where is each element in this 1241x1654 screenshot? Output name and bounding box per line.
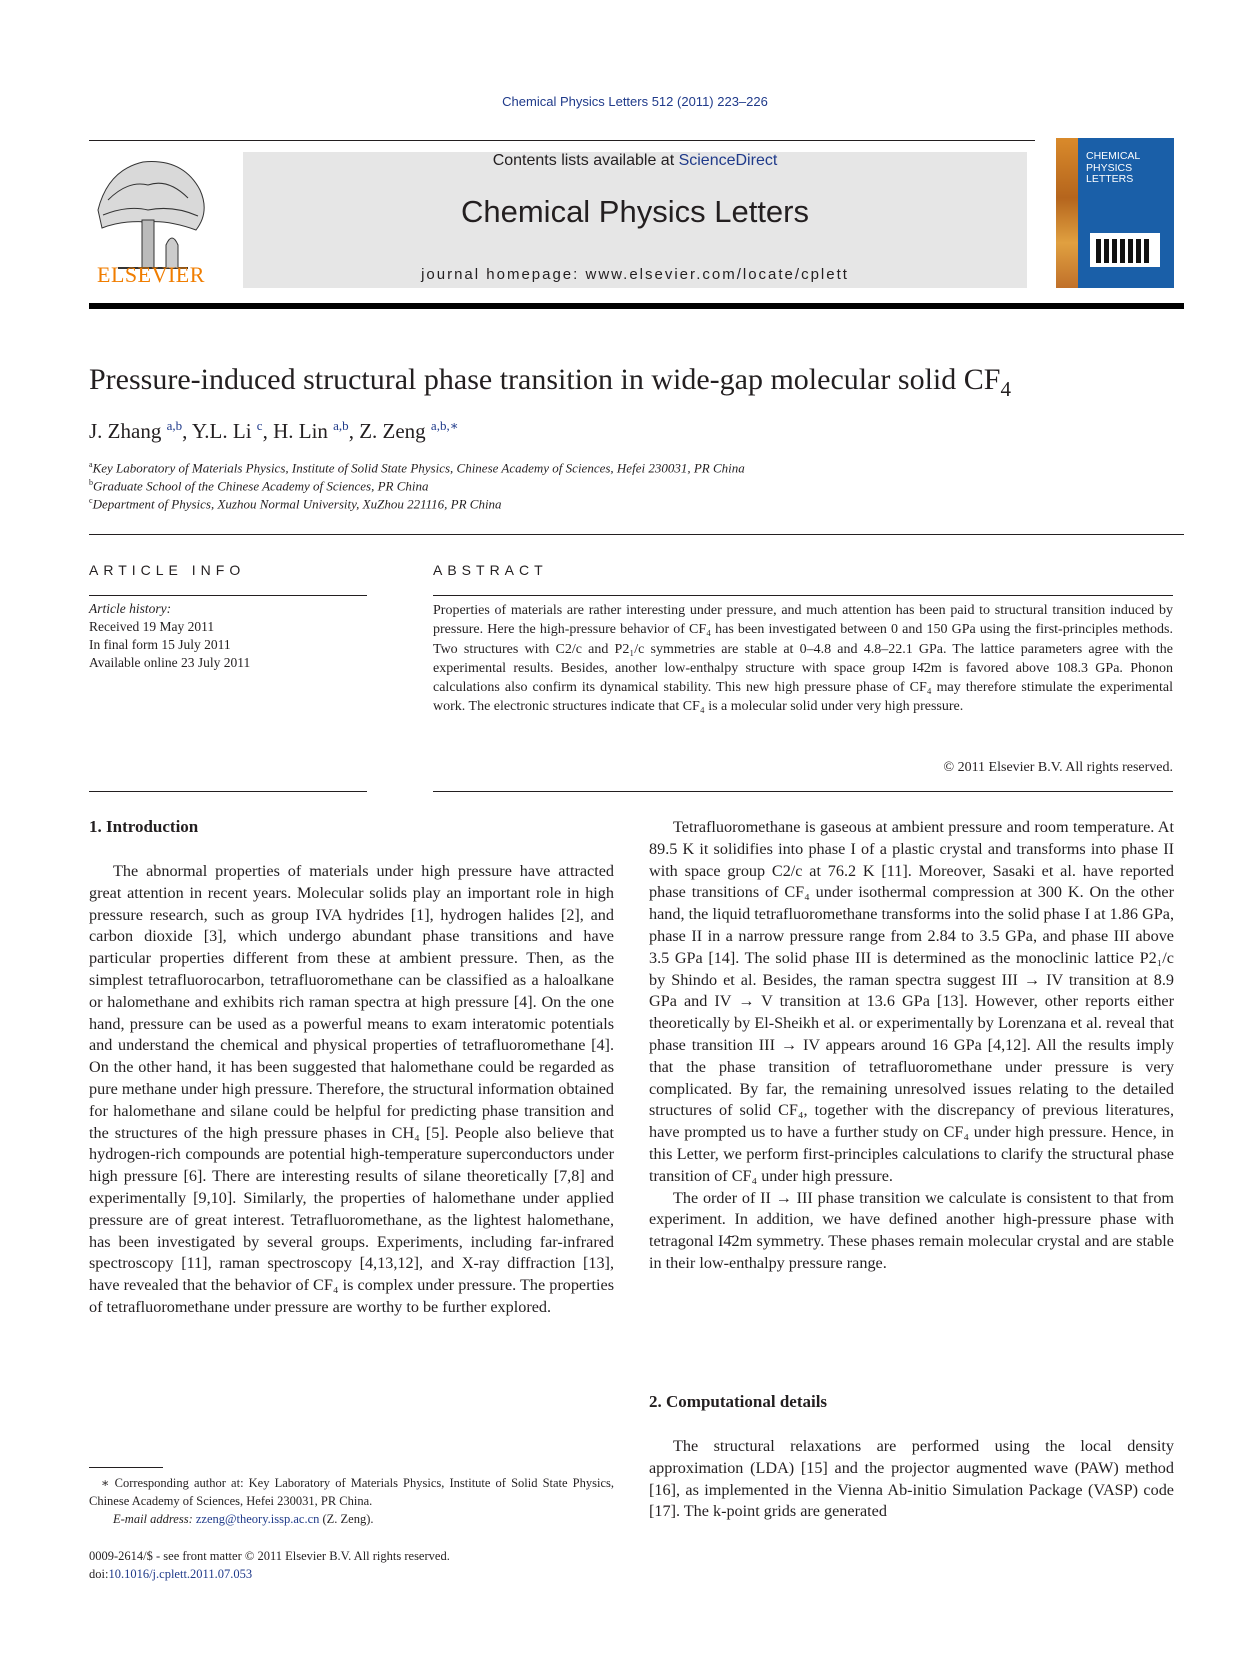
- author-name: H. Lin: [273, 419, 334, 443]
- footnote-text: Corresponding author at: Key Laboratory of Materials Physics, Institute of Solid State Physics, Chinese Academy of Sciences, Hefei 230031, PR China.: [89, 1476, 614, 1508]
- introduction-column: [89, 861, 614, 1319]
- footnote: [89, 1474, 614, 1528]
- doi-link[interactable]: 10.1016/j.cplett.2011.07.053: [108, 1567, 253, 1581]
- author-separator: ,: [182, 419, 192, 443]
- affiliation-a: [89, 460, 745, 476]
- header-top-rule: [89, 140, 1035, 141]
- online-date: Available online 23 July 2011: [89, 655, 251, 670]
- right-column: [649, 817, 1174, 1275]
- corresponding-author-note: [89, 1474, 614, 1510]
- publisher-wordmark: ELSEVIER: [97, 262, 205, 287]
- affiliation-text: Graduate School of the Chinese Academy of Sciences, PR China: [93, 478, 429, 494]
- revised-date: In final form 15 July 2011: [89, 637, 231, 652]
- computational-column: [649, 1436, 1174, 1523]
- body-paragraph: Tetrafluoromethane is gaseous at ambient pressure and room temperature. At 89.5 K it solidifies into phase I of a plastic crystal and transforms into phase II with space group C2/c at 76.2 K [11]. Moreover, Sasaki et al. have reported phase transitions of CF₄ under isothermal compression at 300 K. On the other hand, the liquid tetrafluoromethane transforms into the solid phase I at 1.86 GPa, phase II in a narrow pressure range from 2.84 to 3.5 GPa, and phase III above 3.5 GPa [14]. The solid phase III is determined as the monoclinic lattice P2₁/c by Shindo et al. Besides, the raman spectra suggest III → IV transition at 8.9 GPa and IV → V transition at 13.6 GPa [13]. However, other reports either theoretically by El-Sheikh et al. or experimentally by Lorenzana et al. reveal that phase transition III → IV appears around 16 GPa [4,12]. All the results imply that the phase transition of tetrafluoromethane under pressure is very complicated. By far, the remaining unresolved issues relating to the detailed structures of solid CF₄, together with the discrepancy of previous literatures, have prompted us to have a further study on CF₄ under high pressure. Hence, in this Letter, we perform first-principles calculations to clarify the structural phase transition of CF₄ under high pressure.: [649, 818, 1174, 1185]
- body-paragraph: The order of II → III phase transition we calculate is consistent to that from experiment. In addition, we have defined another high-pressure phase with tetragonal I4̄2m symmetry. These phases remain molecular crystal and are stable in their low-enthalpy pressure range.: [649, 1188, 1174, 1272]
- computational-details-heading: 2. Computational details: [649, 1392, 828, 1411]
- email-label: E-mail address:: [113, 1512, 196, 1526]
- article-info-heading: ARTICLE INFO: [89, 562, 246, 578]
- header-bottom-rule: [89, 303, 1184, 309]
- affiliation-text: Key Laboratory of Materials Physics, Institute of Solid State Physics, Chinese Academy of Sciences, Hefei 230031, PR China: [92, 460, 745, 476]
- body-paragraph: The structural relaxations are performed using the local density approximation (LDA) [15] and the projector augmented wave (PAW) method [16], as implemented in the Vienna Ab-initio Simulation Package (VASP) code [17]. The k-point grids are generated: [649, 1437, 1174, 1521]
- doi-line: [89, 1565, 450, 1583]
- author-affil-mark[interactable]: a,b: [166, 418, 183, 433]
- affiliation-c: [89, 496, 502, 512]
- affiliation-rule: [89, 534, 1184, 535]
- elsevier-logo: [88, 150, 214, 290]
- abstract-rule: [433, 595, 1173, 596]
- affiliation-mark: a: [89, 460, 93, 469]
- affiliation-mark: c: [89, 496, 93, 505]
- author-affil-mark[interactable]: a,b,∗: [430, 418, 459, 433]
- title-subscript: 4: [1000, 377, 1011, 401]
- author-name: J. Zhang: [89, 419, 167, 443]
- received-date: Received 19 May 2011: [89, 619, 215, 634]
- introduction-heading: 1. Introduction: [89, 817, 199, 836]
- author-name: Y.L. Li: [191, 419, 257, 443]
- homepage-link[interactable]: www.elsevier.com/locate/cplett: [585, 266, 849, 283]
- issn-line: 0009-2614/$ - see front matter © 2011 Elsevier B.V. All rights reserved.: [89, 1549, 450, 1563]
- author-separator: ,: [348, 419, 360, 443]
- journal-name: Chemical Physics Letters: [460, 194, 809, 229]
- cover-strip: [1056, 138, 1078, 288]
- introduction-paragraph: The abnormal properties of materials under high pressure have attracted great attention in recent years. Molecular solids play an important role in high pressure research, such as group IVA hydrides [1], hydrogen halides [2], and carbon dioxide [3], which undergo abundant phase transitions and have particular properties different from these at ambient pressure. Then, as the simplest tetrafluorocarbon, tetrafluoromethane can be classified as a haloalkane or halomethane and exhibits rich raman spectra at high pressure [4]. On the one hand, pressure can be used as a powerful means to exam interatomic potentials and understand the chemical and physical properties of tetrafluoromethane [4]. On the other hand, it has been suggested that halomethane could be regarded as pure methane under high pressure. Therefore, the structural information obtained for halomethane and silane could be helpful for predicting phase transition and the structures of the high pressure phases in CH₄ [5]. People also believe that hydrogen-rich compounds are potential high-temperature superconductors under high pressure [6]. There are interesting results of silane theoretically [7,8] and experimentally [9,10]. Similarly, the properties of halomethane under applied pressure are of great interest. Tetrafluoromethane, as the lightest halomethane, has been investigated by several groups. Experiments, including far-infrared spectroscopy [11], raman spectroscopy [4,13,12], and X-ray diffraction [13], have revealed that the behavior of CF₄ is complex under pressure. The properties of tetrafluoromethane under pressure are worthy to be further explored.: [89, 862, 614, 1316]
- email-suffix: (Z. Zeng).: [319, 1512, 374, 1526]
- affiliation-text: Department of Physics, Xuzhou Normal University, XuZhou 221116, PR China: [92, 496, 502, 512]
- cover-figure: [1090, 233, 1160, 267]
- sciencedirect-link[interactable]: ScienceDirect: [678, 152, 778, 169]
- cover-title: CHEMICAL PHYSICS LETTERS: [1086, 150, 1140, 185]
- homepage-prefix: journal homepage:: [421, 266, 586, 283]
- affiliation-mark: b: [89, 478, 93, 487]
- history-label: Article history:: [89, 601, 172, 616]
- article-title: [89, 363, 1011, 402]
- cover-bars-icon: [1090, 233, 1160, 267]
- email-line: [89, 1510, 614, 1528]
- abstract-copyright: © 2011 Elsevier B.V. All rights reserved.: [943, 760, 1173, 775]
- journal-cover-thumbnail[interactable]: [1056, 138, 1174, 288]
- author-name: Z. Zeng: [359, 419, 431, 443]
- article-history: [89, 600, 250, 672]
- doi-label: doi:: [89, 1567, 109, 1581]
- title-text: Pressure-induced structural phase transition in wide-gap molecular solid CF: [89, 363, 1001, 396]
- article-info-bottom-rule: [89, 791, 367, 792]
- author-affil-mark[interactable]: a,b: [333, 418, 349, 433]
- contents-prefix: Contents lists available at: [492, 152, 679, 169]
- author-affil-mark[interactable]: c: [256, 418, 263, 433]
- journal-citation[interactable]: Chemical Physics Letters 512 (2011) 223–226: [502, 94, 768, 109]
- footnote-star: ∗: [101, 1476, 110, 1490]
- journal-banner: [243, 152, 1027, 288]
- affiliation-b: [89, 478, 429, 494]
- abstract-bottom-rule: [433, 791, 1173, 792]
- author-separator: ,: [262, 419, 274, 443]
- abstract-heading: ABSTRACT: [433, 562, 548, 578]
- abstract-text: Properties of materials are rather interesting under pressure, and much attention has been paid to structural transition induced by pressure. Here the high-pressure behavior of CF₄ has been investigated between 0 and 150 GPa using the first-principles methods. Two structures with C2/c and P2₁/c symmetries are stable at 0–4.8 and 4.8–22.1 GPa. The lattice parameters agree with the experimental results. Besides, another low-enthalpy structure with space group I4̄2m is favored above 108.3 GPa. Phonon calculations also confirm its dynamical stability. This new high pressure phase of CF₄ may therefore stimulate the experimental work. The electronic structures indicate that CF₄ is a molecular solid under very high pressure.: [433, 603, 1173, 715]
- footnote-rule: [89, 1467, 163, 1468]
- author-list: [89, 418, 459, 444]
- journal-homepage: [243, 266, 1027, 283]
- article-info-rule: [89, 595, 367, 596]
- contents-line: [243, 152, 1027, 170]
- email-link[interactable]: zzeng@theory.issp.ac.cn: [195, 1512, 320, 1526]
- page-footer: [89, 1547, 450, 1583]
